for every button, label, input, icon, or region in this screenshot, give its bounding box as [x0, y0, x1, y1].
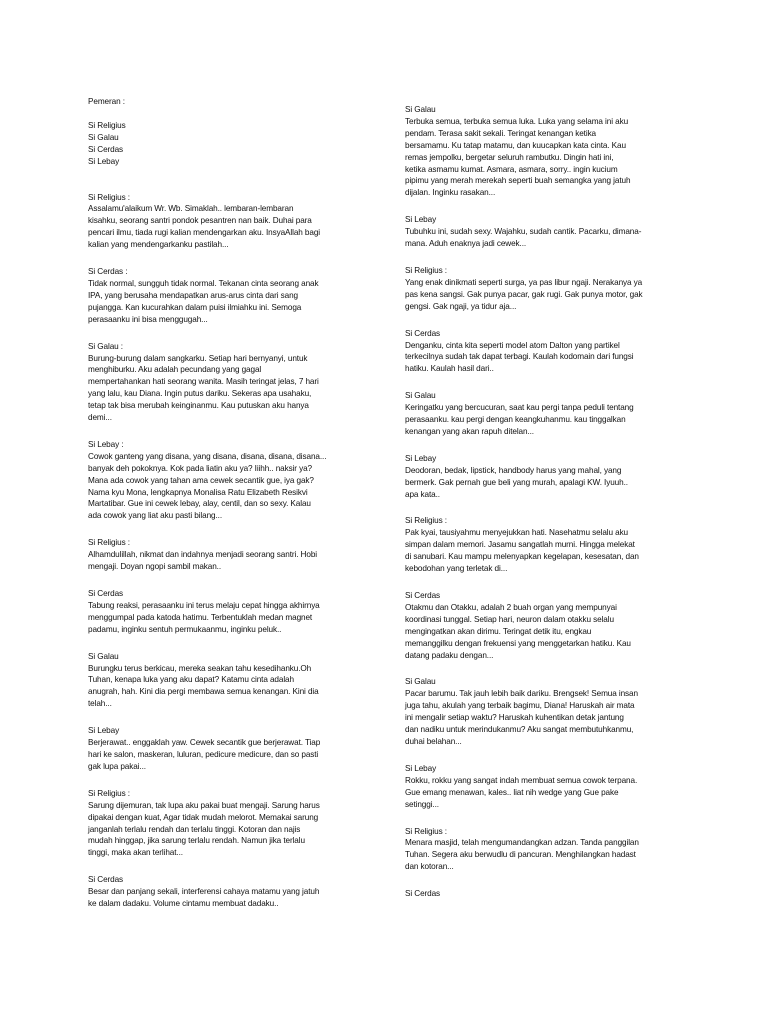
dialogue-line: ke dalam dadaku. Volume cintamu membuat dadaku.. — [88, 899, 279, 909]
dialogue-block — [405, 515, 687, 575]
dialogue-line: Yang enak dinikmati seperti surga, ya pas libur ngaji. Nerakanya ya — [405, 277, 643, 287]
dialogue-line: mengaji. Doyan ngopi sambil makan.. — [88, 562, 222, 572]
speaker-name: Si Religius : — [88, 538, 130, 548]
cast-item: Si Religius — [88, 120, 126, 130]
dialogue-line: hari ke salon, maskeran, luluran, pedicure medicure, dan so pasti — [88, 749, 319, 759]
speaker-name: Si Galau — [405, 677, 436, 687]
dialogue-line: remas jempolku, bergetar seluruh rambutku. Dingin hati ini, — [405, 152, 614, 162]
dialogue-line: hatiku. Kaulah hasil dari.. — [405, 364, 494, 374]
dialogue-line: Tabung reaksi, perasaanku ini terus melaju cepat hingga akhirnya — [88, 600, 320, 610]
dialogue-line: yang lalu, kau Diana. Ingin putus dariku. Sekeras apa usahaku, — [88, 389, 312, 399]
dialogue-line: dijalan. Inginku rasakan... — [405, 188, 496, 198]
dialogue-block — [88, 651, 368, 711]
dialogue-block — [88, 341, 368, 424]
dialogue-line: Cowok ganteng yang disana, yang disana, disana, disana, disana... — [88, 451, 327, 461]
dialogue-line: Tidak normal, sungguh tidak normal. Tekanan cinta seorang anak — [88, 278, 319, 288]
dialogue-line: Assalamu'alaikum Wr. Wb. Simaklah.. lembaran-lembaran — [88, 204, 294, 214]
dialogue-line: gengsi. Gak ngaji, ya tidur aja... — [405, 301, 517, 311]
dialogue-block — [88, 266, 368, 326]
speaker-name: Si Lebay — [405, 453, 437, 463]
dialogue-line: Deodoran, bedak, lipstick, handbody harus yang mahal, yang — [405, 465, 622, 475]
speaker-name: Si Religius : — [405, 826, 447, 836]
cast-list — [88, 120, 368, 168]
dialogue-block — [405, 214, 687, 250]
dialogue-line: IPA, yang berusaha mendapatkan arus-arus cinta dari sang — [88, 290, 298, 300]
dialogue-line: koordinasi tunggal. Setiap hari, neuron dalam otakku selalu — [405, 614, 614, 624]
dialogue-line: Tuhan, kenapa luka yang aku dapat? Katamu cinta adalah — [88, 675, 294, 685]
dialogue-block — [405, 826, 687, 874]
dialogue-line: dan nadiku untuk merindukanmu? Aku sangat membutuhkanmu, — [405, 725, 634, 735]
cast-item: Si Cerdas — [88, 144, 124, 154]
right-dialogue — [405, 104, 687, 900]
dialogue-block — [88, 588, 368, 636]
dialogue-line: ini mengalir setiap waktu? Haruskah kuhentikan detak jantung — [405, 713, 624, 723]
dialogue-line: Martatibar. Gue ini cewek lebay, alay, centil, dan so sexy. Kalau — [88, 499, 311, 509]
speaker-name: Si Religius : — [88, 192, 130, 202]
left-column — [88, 96, 368, 925]
dialogue-line: perasaanku ini bisa menggugah... — [88, 314, 208, 324]
dialogue-line: Pacar barumu. Tak jauh lebih baik dariku. Brengsek! Semua insan — [405, 689, 638, 699]
dialogue-line: ketika asmamu kumat. Asmara, asmara, sorry.. ingin kucium — [405, 164, 618, 174]
dialogue-block — [405, 265, 687, 313]
speaker-name: Si Galau — [88, 651, 119, 661]
speaker-name: Si Galau : — [88, 341, 123, 351]
left-dialogue — [88, 192, 368, 910]
dialogue-line: dipakai dengan kuat, Agar tidak mudah melorot. Memakai sarung — [88, 812, 319, 822]
dialogue-block — [405, 590, 687, 661]
dialogue-line: setinggi... — [405, 799, 439, 809]
dialogue-block — [405, 763, 687, 811]
dialogue-line: Nama kyu Mona, lengkapnya Monalisa Ratu Elizabeth Resikvi — [88, 487, 308, 497]
dialogue-line: menghiburku. Aku adalah pecundang yang gagal — [88, 365, 262, 375]
dialogue-block — [88, 725, 368, 773]
dialogue-block — [88, 439, 368, 522]
dialogue-line: Terbuka semua, terbuka semua luka. Luka yang selama ini aku — [405, 116, 629, 126]
dialogue-block — [88, 192, 368, 252]
dialogue-line: kebodohan yang terletak di... — [405, 564, 508, 574]
dialogue-line: Besar dan panjang sekali, interferensi cahaya matamu yang jatuh — [88, 887, 320, 897]
dialogue-line: kenangan yang akan rapuh ditelan... — [405, 426, 534, 436]
dialogue-line: Keringatku yang bercucuran, saat kau pergi tanpa peduli tentang — [405, 403, 634, 413]
dialogue-line: mana. Aduh enaknya jadi cewek... — [405, 239, 527, 249]
dialogue-block — [88, 874, 368, 910]
speaker-name: Si Cerdas — [88, 875, 124, 885]
dialogue-line: kisahku, seorang santri pondok pesantren nan baik. Duhai para — [88, 216, 312, 226]
dialogue-line: pencari ilmu, tiada rugi kalian mendengarkan aku. InsyaAllah bagi — [88, 228, 320, 238]
speaker-name: Si Cerdas — [405, 591, 441, 600]
speaker-name: Si Lebay — [405, 763, 437, 773]
dialogue-line: dan kotoran... — [405, 862, 454, 872]
dialogue-block — [88, 537, 368, 573]
dialogue-line: mudah hinggap, jika sarung terlalu rendah. Namun jika terlalu — [88, 836, 305, 846]
dialogue-line: mempertahankan hati seorang wanita. Masih teringat jelas, 7 hari — [88, 377, 319, 387]
cast-item: Si Galau — [88, 132, 119, 142]
cast-header: Pemeran : — [88, 97, 125, 106]
dialogue-line: memanggilku dengan frekuensi yang menggetarkan hatiku. Kau — [405, 638, 631, 648]
dialogue-block — [88, 788, 368, 859]
dialogue-line: Burungku terus berkicau, mereka seakan tahu kesedihanku.Oh — [88, 663, 312, 673]
dialogue-line: simpan dalam memori. Jasamu sangatlah murni. Hingga melekat — [405, 540, 635, 550]
dialogue-line: terkecilnya sudah tak dapat terbagi. Kaulah kodomain dari fungsi — [405, 352, 634, 362]
dialogue-line: apa kata.. — [405, 489, 440, 499]
dialogue-line: Alhamdulillah, nikmat dan indahnya menjadi seorang santri. Hobi — [88, 550, 317, 560]
dialogue-line: Denganku, cinta kita seperti model atom Dalton yang partikel — [405, 340, 620, 350]
speaker-name: Si Cerdas — [405, 328, 441, 338]
dialogue-line: bersamamu. Ku tatap matamu, dan kuucapkan kata cinta. Kau — [405, 140, 626, 150]
speaker-name: Si Religius : — [405, 265, 447, 275]
dialogue-line: kalian yang mendengarkanku pastilah... — [88, 240, 229, 250]
dialogue-line: di sanubari. Kau mampu melenyapkan kegelapan, kesesatan, dan — [405, 552, 639, 562]
dialogue-block — [405, 390, 687, 438]
dialogue-line: janganlah terlalu rendah dan terlalu tinggi. Kotoran dan najis — [88, 824, 301, 834]
dialogue-line: telah... — [88, 699, 112, 709]
speaker-name: Si Cerdas : — [88, 267, 128, 277]
speaker-name: Si Cerdas — [88, 589, 124, 598]
speaker-name: Si Galau — [405, 105, 436, 114]
speaker-name: Si Cerdas — [405, 889, 441, 899]
dialogue-line: pipimu yang merah merekah seperti buah semangka yang jatuh — [405, 176, 631, 186]
dialogue-line: Mana ada cowok yang tahan ama cewek secantik gue, iya gak? — [88, 475, 314, 485]
dialogue-block — [405, 888, 687, 900]
speaker-name: Si Religius : — [88, 788, 130, 798]
dialogue-line: Pak kyai, tausiyahmu menyejukkan hati. Nasehatmu selalu aku — [405, 528, 629, 538]
dialogue-line: bermerk. Gak pernah gue beli yang murah, apalagi KW. Iyuuh.. — [405, 477, 628, 487]
dialogue-line: Menara masjid, telah mengumandangkan adzan. Tanda panggilan — [405, 838, 639, 848]
dialogue-line: pas kena sangsi. Gak punya pacar, gak rugi. Gak punya motor, gak — [405, 289, 643, 299]
dialogue-line: mengingatkan akan dirimu. Teringat detik itu, engkau — [405, 626, 592, 636]
dialogue-line: Rokku, rokku yang sangat indah membuat semua cowok terpana. — [405, 775, 638, 785]
dialogue-line: tetap tak bisa merubah keinginanmu. Kau putuskan aku hanya — [88, 401, 309, 411]
dialogue-line: gak lupa pakai... — [88, 761, 146, 771]
dialogue-line: Otakmu dan Otakku, adalah 2 buah organ yang mempunyai — [405, 602, 617, 612]
dialogue-line: Burung-burung dalam sangkarku. Setiap hari bernyanyi, untuk — [88, 353, 308, 363]
dialogue-line: duhai belahan... — [405, 736, 462, 746]
dialogue-line: juga tahu, akulah yang terbaik bagimu, Diana! Haruskah air mata — [405, 701, 635, 711]
dialogue-line: Berjerawat.. enggaklah yaw. Cewek secantik gue berjerawat. Tiap — [88, 738, 321, 748]
dialogue-block — [405, 453, 687, 501]
dialogue-line: datang padaku dengan... — [405, 650, 494, 660]
dialogue-block — [405, 104, 687, 199]
dialogue-block — [405, 676, 687, 747]
dialogue-line: tinggi, maka akan terlihat... — [88, 848, 183, 858]
dialogue-line: perasaanku. kau pergi dengan keangkuhanmu. kau tinggalkan — [405, 415, 626, 425]
dialogue-block — [405, 328, 687, 376]
dialogue-line: pendam. Terasa sakit sekali. Teringat kenangan ketika — [405, 128, 597, 138]
dialogue-line: menggumpal pada katoda hatimu. Terbentuklah medan magnet — [88, 612, 313, 622]
speaker-name: Si Galau — [405, 391, 436, 401]
dialogue-line: Sarung dijemuran, tak lupa aku pakai buat mengaji. Sarung harus — [88, 800, 320, 810]
dialogue-line: padamu, inginku sentuh permukaanmu, inginku peluk.. — [88, 624, 282, 634]
dialogue-line: Tubuhku ini, sudah sexy. Wajahku, sudah cantik. Pacarku, dimana- — [405, 227, 642, 237]
dialogue-line: banyak deh pokoknya. Kok pada liatin aku ya? Iiihh.. naksir ya? — [88, 463, 313, 473]
right-column — [405, 104, 687, 915]
dialogue-line: Tuhan. Segera aku berwudlu di pancuran. Menghilangkan hadast — [405, 850, 636, 860]
dialogue-line: anugrah, hah. Kini dia pergi membawa semua kenangan. Kini dia — [88, 687, 319, 697]
dialogue-line: ada cowok yang liat aku pasti bilang... — [88, 511, 223, 521]
cast-item: Si Lebay — [88, 156, 120, 166]
speaker-name: Si Lebay — [405, 215, 437, 225]
speaker-name: Si Lebay — [88, 726, 120, 736]
dialogue-line: demi... — [88, 413, 112, 423]
dialogue-line: pujangga. Kan kucurahkan dalam puisi ilmiahku ini. Semoga — [88, 302, 302, 312]
speaker-name: Si Religius : — [405, 516, 447, 526]
speaker-name: Si Lebay : — [88, 439, 124, 449]
dialogue-line: Gue emang menawan, kales.. liat nih wedge yang Gue pake — [405, 787, 619, 797]
